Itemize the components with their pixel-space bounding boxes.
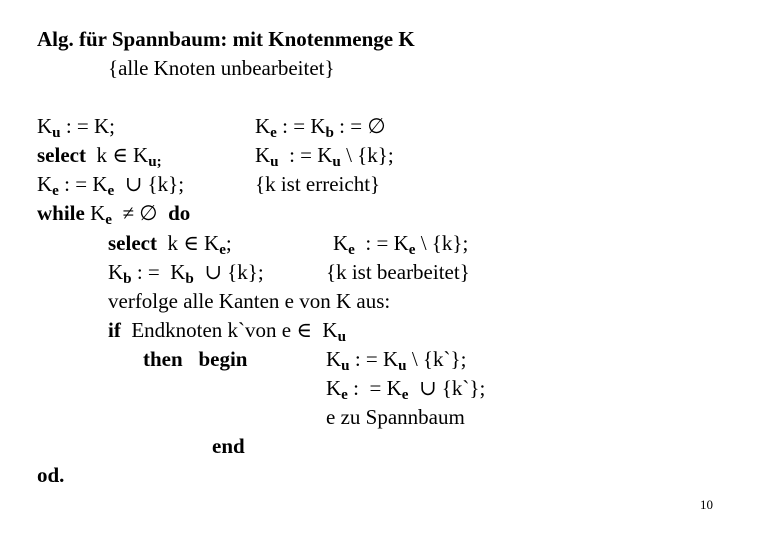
then-begin-line: then begin [143, 347, 248, 371]
loop-kb-right: {k ist bearbeitet} [326, 260, 470, 284]
then-ke-update: $K_e$ : = $K_e$ ∪ {k`}; [326, 376, 486, 404]
loop-select-right: $K_e$ : = $K_e$ \ {k}; [333, 231, 469, 259]
while-line: while $K_e$ ≠ ∅ do [37, 201, 191, 229]
page-number: 10 [700, 497, 713, 512]
init-line-1-left: $K_u$ : = K; [37, 114, 116, 142]
init-line-2-left: select k ∈ $K_{u;}$ [37, 143, 162, 171]
init-line-1-right: $K_e$ : = $K_b$ : = ∅ [255, 114, 386, 142]
then-spanning-tree-line: e zu Spannbaum [326, 405, 465, 429]
init-line-3-right: {k ist erreicht} [255, 172, 381, 196]
loop-select-line: select k ∈ $K_e$; [108, 231, 232, 259]
init-line-3-left: $K_e$ : = $K_e$ ∪ {k}; [37, 172, 185, 200]
init-line-2-right: $K_u$ : = $K_u$ \ {k}; [255, 143, 394, 171]
loop-kb-line: $K_b$ : = $K_b$ ∪ {k}; [108, 260, 264, 288]
end-keyword: end [212, 434, 245, 458]
od-keyword: od. [37, 463, 65, 487]
if-line: if Endknoten k`von e ∈ $K_u$ [108, 318, 346, 346]
page-title: Alg. für Spannbaum: mit Knotenmenge K [37, 27, 415, 51]
then-ku-update: $K_u$ : = $K_u$ \ {k`}; [326, 347, 467, 375]
page-subtitle: {alle Knoten unbearbeitet} [108, 56, 335, 80]
loop-follow-edges-line: verfolge alle Kanten e von K aus: [108, 289, 391, 313]
